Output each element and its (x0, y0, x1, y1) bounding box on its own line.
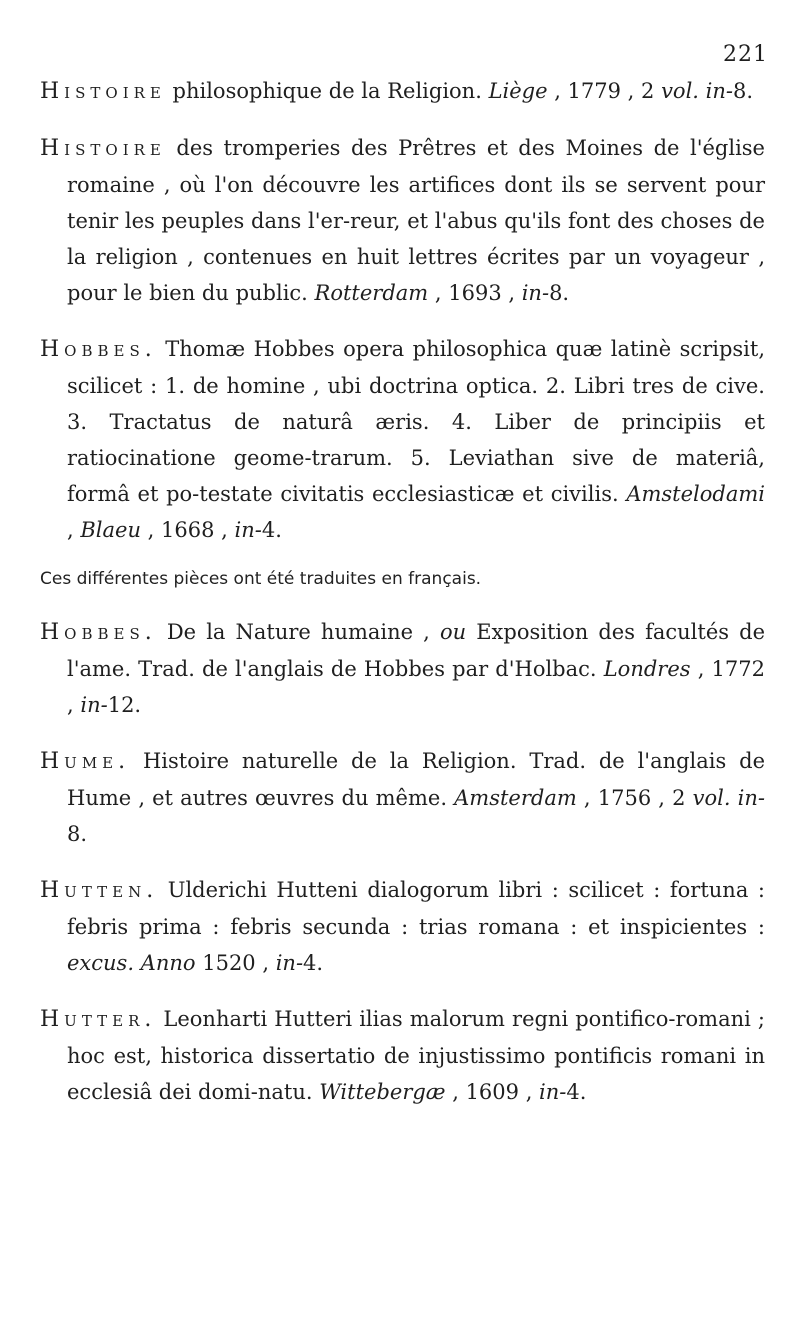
entry-text: , (67, 518, 81, 542)
entry-text: 1520 , (195, 951, 276, 975)
catalog-entry (40, 73, 765, 110)
catalog-entry (40, 130, 765, 311)
place-of-publication: Liège (488, 79, 548, 103)
entry-text: De la Nature humaine , (156, 620, 440, 644)
entry-text: 12. (107, 693, 142, 717)
format-label: vol. in- (661, 79, 733, 103)
entry-text: 4. (303, 951, 324, 975)
catalog-entry (40, 872, 765, 981)
entry-text: , 1609 , (445, 1080, 540, 1104)
entry-text: Thomæ Hobbes opera philosophica quæ latinè scripsit, scilicet : 1. de homine , ubi doctrina optica. 2. Libri tres de cive. 3. Tractatus de naturâ æris. 4. Liber de principiis et ratiocinatione geome-trarum. 5. Leviathan sive de materiâ, formâ et po-testate civitatis ecclesiasticæ et civilis. (67, 337, 765, 506)
place-of-publication: Wittebergæ (319, 1080, 446, 1104)
entry-text: 4. (261, 518, 282, 542)
entry-text: , 1693 , (428, 281, 522, 305)
entry-text: Ulderichi Hutteni dialogorum libri : scilicet : fortuna : febris prima : febris secunda : trias romana : et inspicientes : (67, 878, 765, 939)
publisher-name: Blaeu (80, 518, 141, 542)
place-of-publication: Londres (603, 657, 691, 681)
entry-text: 8. (549, 281, 570, 305)
catalog-entry (40, 1001, 765, 1110)
entry-heading: Hutten. (40, 878, 159, 903)
entry-text: des tromperies des Prêtres et des Moines de l'église romaine , où l'on découvre les artifices dont ils se servent pour tenir les peuples dans l'er-reur, et l'abus qu'ils font des choses de la religion , contenues en huit lettres écrites par un voyageur , pour le bien du public. (67, 136, 765, 305)
place-of-publication: Amstelodami (626, 482, 765, 506)
format-label: in- (234, 518, 262, 542)
entry-text: 4. (566, 1080, 587, 1104)
catalog-entry (40, 743, 765, 852)
entry-text: Exposition des facultés de l'ame. Trad. de l'anglais de Hobbes par d'Holbac. (67, 620, 765, 681)
entry-heading: Histoire (40, 79, 166, 104)
entry-heading: Histoire (40, 136, 166, 161)
format-label: in- (539, 1080, 567, 1104)
entry-heading: Hutter. (40, 1007, 157, 1032)
entry-heading: Hobbes. (40, 337, 157, 362)
entry-heading: Hume. (40, 749, 131, 774)
entry-text: 8. (67, 822, 88, 846)
catalog-entry (40, 614, 765, 723)
entry-text: Leonharti Hutteri ilias malorum regni pontifico-romani ; hoc est, historica dissertatio de injustissimo pontificis romani in ecclesiâ dei domi-natu. (67, 1007, 765, 1104)
format-label: in- (521, 281, 550, 305)
entry-text: , 1779 , 2 (547, 79, 662, 103)
place-of-publication: Rotterdam (314, 281, 429, 305)
imprint-text: excus. Anno (67, 951, 196, 975)
page-number: 221 (723, 42, 768, 67)
entry-text: Histoire naturelle de la Religion. Trad. de l'anglais de Hume , et autres œuvres du même. (67, 749, 765, 810)
entry-heading: Hobbes. (40, 620, 157, 645)
italic-word: ou (439, 620, 467, 644)
catalog-note: Ces différentes pièces ont été traduites en français. (40, 569, 482, 589)
format-label: vol. in- (692, 786, 765, 810)
entry-text: 8. (732, 79, 754, 103)
entry-text: , 1772 , (67, 657, 765, 717)
place-of-publication: Amsterdam (454, 786, 577, 810)
entry-text: , 1756 , 2 (576, 786, 693, 810)
format-label: in- (275, 951, 304, 975)
catalog-entries (40, 73, 765, 1130)
entry-text: , 1668 , (140, 518, 235, 542)
entry-text: philosophique de la Religion. (165, 79, 489, 103)
format-label: in- (80, 693, 108, 717)
catalog-entry (40, 331, 765, 548)
